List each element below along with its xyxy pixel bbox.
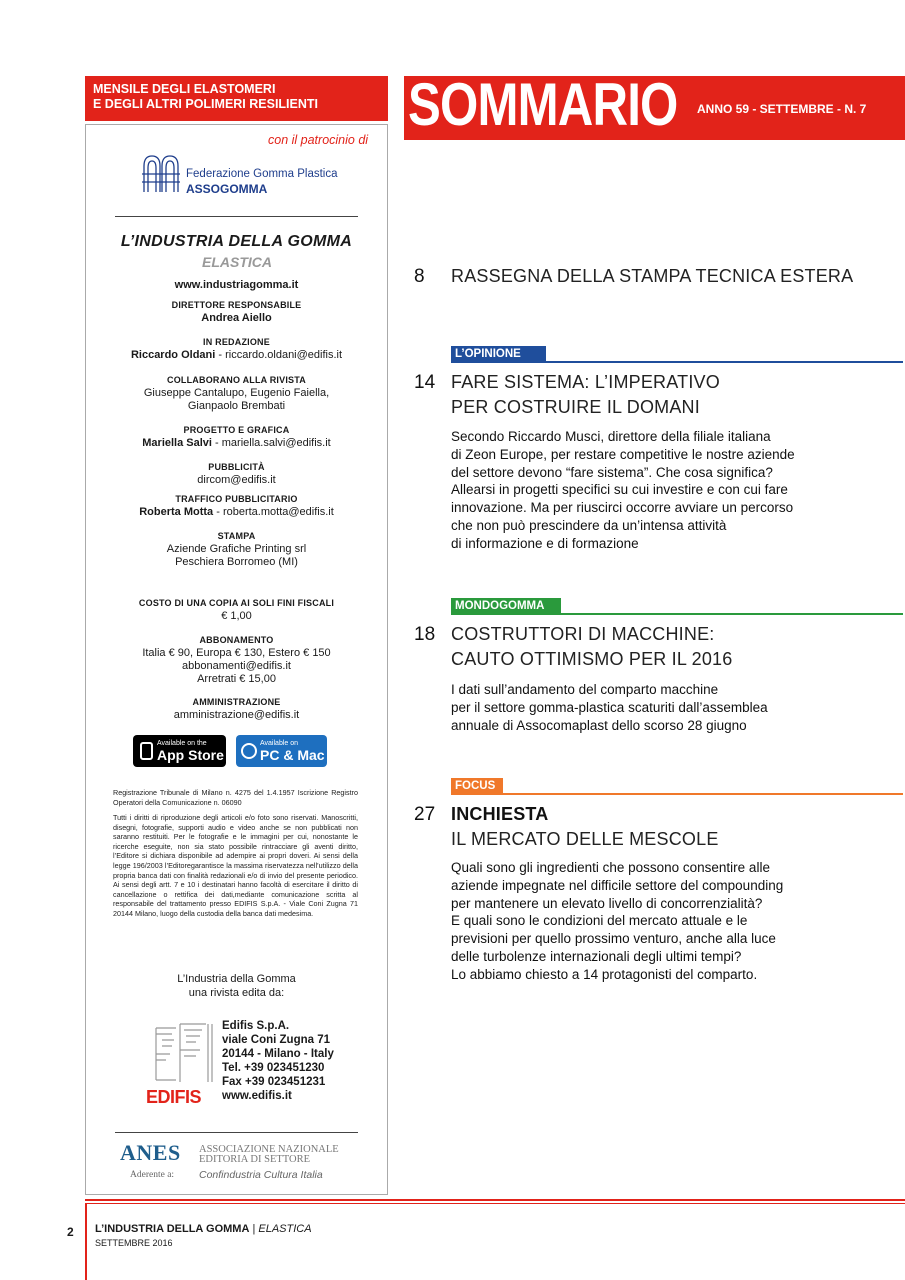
anes-logo: ANES	[120, 1140, 181, 1165]
credit-progetto	[85, 424, 388, 450]
desc-line: per mantenere un elevato livello di concorrenzialità?	[451, 895, 763, 911]
desc-line: che non può prescindere da un’intensa attività	[451, 517, 727, 533]
credit-label: DIRETTORE RESPONSABILE	[171, 300, 302, 310]
credit-label: COLLABORANO ALLA RIVISTA	[167, 375, 306, 385]
divider	[115, 1132, 358, 1133]
credit-name: Roberta Motta	[139, 506, 214, 518]
credit-value[interactable]: dircom@edifis.it	[197, 474, 276, 486]
credit-amministrazione	[85, 696, 388, 722]
desc-line: Allearsi in progetti specifici su cui investire e con cui fare	[451, 482, 788, 498]
badge-small-text: Available on the	[157, 740, 207, 747]
title-line: CAUTO OTTIMISMO PER IL 2016	[451, 649, 733, 669]
address-line: 20144 - Milano - Italy	[222, 1048, 334, 1060]
footer-date: SETTEMBRE 2016	[95, 1238, 173, 1248]
masthead-url[interactable]: www.industriagomma.it	[174, 279, 299, 291]
section-tag-mondogomma: MONDOGOMMA	[451, 598, 561, 614]
credit-traffico	[85, 493, 388, 519]
masthead-title: L’INDUSTRIA DELLA GOMMA	[120, 233, 353, 250]
title-line: RASSEGNA DELLA STAMPA TECNICA ESTERA	[451, 266, 854, 286]
credit-email[interactable]: - riccardo.oldani@edifis.it	[215, 349, 343, 361]
address-line: Edifis S.p.A.	[222, 1020, 290, 1032]
credit-line: Gianpaolo Brembati	[187, 400, 286, 412]
credit-direttore	[85, 299, 388, 325]
publisher-intro-line: una rivista edita da:	[188, 987, 285, 999]
footer-subtitle: ELASTICA	[258, 1223, 312, 1235]
divider	[115, 216, 358, 217]
confindustria-label: Confindustria Cultura Italia	[199, 1169, 323, 1181]
toc-page-number: 8	[414, 266, 425, 287]
credit-label: STAMPA	[217, 531, 256, 541]
publisher-intro	[85, 972, 388, 1000]
credit-redazione	[85, 336, 388, 362]
desc-line: previsioni per quello prossimo venturo, anche alla luce	[451, 931, 776, 947]
issue-label: ANNO 59 - SETTEMBRE - N. 7	[697, 102, 867, 116]
desc-line: delle turbolenze internazionali degli ultimi tempi?	[451, 948, 742, 964]
credit-label: PUBBLICITÀ	[208, 462, 265, 472]
desc-line: aziende impegnate nel difficile settore del compounding	[451, 877, 784, 893]
phone-icon	[140, 742, 153, 760]
credit-name: Mariella Salvi	[142, 437, 212, 449]
page-title: SOMMARIO	[408, 71, 678, 138]
registration-note: Registrazione Tribunale di Milano n. 4275 del 1.4.1957 Iscrizione Registro Operatori della Comunicazione n. 06090	[113, 788, 358, 807]
section-tag-focus: FOCUS	[451, 778, 503, 794]
footer-magazine-name: L’INDUSTRIA DELLA GOMMA	[95, 1223, 250, 1235]
section-line	[451, 361, 903, 363]
credit-line: Aziende Grafiche Printing srl	[166, 543, 307, 555]
badge-small-text: Available on	[260, 740, 299, 747]
footer-vertical-rule	[85, 1203, 87, 1280]
credit-label: TRAFFICO PUBBLICITARIO	[175, 494, 298, 504]
desc-line: di informazione e di formazione	[451, 535, 639, 551]
title-line	[451, 802, 719, 827]
page-number: 2	[67, 1225, 74, 1239]
section-line	[451, 793, 903, 795]
credit-line: Giuseppe Cantalupo, Eugenio Faiella,	[143, 387, 330, 399]
footer-title	[95, 1223, 312, 1235]
credit-line: Italia € 90, Europa € 130, Estero € 150	[142, 647, 331, 659]
toc-entry-description	[451, 428, 795, 553]
toc-page-number: 18	[414, 624, 436, 645]
address-line: Fax +39 023451231	[222, 1076, 326, 1088]
desc-line: Quali sono gli ingredienti che possono consentire alle	[451, 860, 770, 875]
credit-label: PROGETTO E GRAFICA	[183, 425, 290, 435]
toc-page-number: 27	[414, 804, 436, 825]
credit-stampa	[85, 530, 388, 569]
assogomma-emblem-icon	[140, 152, 182, 194]
credit-label: IN REDAZIONE	[203, 337, 270, 347]
computer-icon	[241, 743, 257, 759]
toc-page-number: 14	[414, 372, 436, 393]
credit-email[interactable]: - roberta.motta@edifis.it	[213, 506, 334, 518]
credit-value: € 1,00	[221, 610, 252, 622]
address-line: Tel. +39 023451230	[222, 1062, 325, 1074]
credit-name: Riccardo Oldani	[130, 349, 216, 361]
credit-label: ABBONAMENTO	[199, 635, 274, 645]
toc-entry-title[interactable]	[451, 370, 720, 420]
credit-value: Andrea Aiello	[201, 312, 272, 324]
footer-rule	[85, 1199, 905, 1201]
magazine-tagline-banner	[85, 76, 388, 121]
toc-entry-title[interactable]	[451, 264, 853, 289]
pc-mac-badge[interactable]	[236, 735, 327, 767]
tagline-line-1: MENSILE DEGLI ELASTOMERI	[93, 82, 276, 96]
app-store-badge[interactable]	[133, 735, 226, 767]
toc-entry-description	[451, 681, 768, 734]
address-line: viale Coni Zugna 71	[222, 1034, 330, 1046]
rights-notice: Tutti i diritti di riproduzione degli articoli e/o foto sono riservati. Manoscritti, disegni, fotografie, supporti audio e video anche se non pubblicati non saranno restituiti. Per le fotografie e le immagini per cui, nonostante le ricerche eseguite, non sia stato possibile rintracciare gli aventi diritto, l’Editore si dichiara disponibile ad adempire ai propri doveri. Ai sensi della legge 196/2003 l’Editoregarantisce la massima riservatezza nell’utilizzo della propria banca dati con finalità redazionali e/o di invio del presente periodico. Ai sensi degli artt. 7 e 10 i destinatari hanno facoltà di esercitare il diritto di cancellazione o rettifica dei dati,mediante comunicazione scritta al responsabile del trattamento presso EDIFIS S.p.A. - Viale Coni Zugna 71 20144 Milano, luogo della custodia della banca dati medesima.	[113, 813, 358, 918]
section-line	[451, 613, 903, 615]
credit-label: AMMINISTRAZIONE	[192, 697, 281, 707]
edifis-logo-text: EDIFIS	[146, 1087, 202, 1107]
toc-entry-title[interactable]	[451, 622, 732, 672]
credit-costo	[85, 597, 388, 623]
desc-line: per il settore gomma-plastica scaturiti dall’assemblea	[451, 699, 768, 715]
credit-line: Peschiera Borromeo (MI)	[175, 556, 298, 568]
aderente-label: Aderente a:	[130, 1170, 175, 1180]
title-line: IL MERCATO DELLE MESCOLE	[451, 829, 719, 849]
assogomma-name: ASSOGOMMA	[186, 182, 268, 196]
publisher-intro-line: L’Industria della Gomma	[177, 973, 296, 985]
anes-full-name	[199, 1145, 339, 1165]
credit-abbonamento	[85, 634, 388, 686]
patronage-label: con il patrocinio di	[268, 133, 369, 147]
desc-line: innovazione. Ma per riuscirci occorre avviare un percorso	[451, 500, 794, 516]
masthead-subtitle: ELASTICA	[202, 254, 272, 270]
badge-big-text: App Store	[157, 747, 224, 763]
section-tag-opinione: L’OPINIONE	[451, 346, 546, 362]
desc-line: I dati sull’andamento del comparto macchine	[451, 682, 719, 697]
credit-label: COSTO DI UNA COPIA AI SOLI FINI FISCALI	[138, 598, 335, 608]
desc-line: del settore devono “fare sistema”. Che cosa significa?	[451, 464, 773, 480]
edifis-logo-icon	[146, 1020, 218, 1090]
credit-pubblicita	[85, 461, 388, 487]
footer-separator: |	[249, 1223, 259, 1235]
desc-line: E quali sono le condizioni del mercato attuale e le	[451, 913, 748, 929]
credit-value[interactable]: amministrazione@edifis.it	[173, 709, 300, 721]
toc-entry-title[interactable]	[451, 802, 719, 852]
federation-name: Federazione Gomma Plastica	[186, 168, 338, 180]
toc-entry-description	[451, 859, 783, 984]
credit-line[interactable]: abbonamenti@edifis.it	[181, 660, 291, 672]
title-line: COSTRUTTORI DI MACCHINE:	[451, 624, 715, 644]
anes-line: EDITORIA DI SETTORE	[199, 1154, 311, 1165]
desc-line: Lo abbiamo chiesto a 14 protagonisti del comparto.	[451, 966, 758, 982]
desc-line: annuale di Assocomaplast dello scorso 28 giugno	[451, 717, 747, 733]
credit-email[interactable]: - mariella.salvi@edifis.it	[211, 437, 331, 449]
footer-rule	[85, 1203, 905, 1204]
title-line: PER COSTRUIRE IL DOMANI	[451, 397, 700, 417]
title-line: FARE SISTEMA: L’IMPERATIVO	[451, 372, 720, 392]
publisher-address	[222, 1019, 334, 1103]
desc-line: di Zeon Europe, per restare competitive le nostre aziende	[451, 446, 795, 462]
tagline-line-2: E DEGLI ALTRI POLIMERI RESILIENTI	[93, 97, 319, 111]
desc-line: Secondo Riccardo Musci, direttore della filiale italiana	[451, 429, 771, 444]
credit-collaborano	[85, 374, 388, 413]
address-line[interactable]: www.edifis.it	[222, 1090, 292, 1102]
credit-line: Arretrati € 15,00	[197, 673, 276, 685]
assogomma-logo	[140, 152, 340, 198]
badge-big-text: PC & Mac	[260, 747, 325, 763]
anes-line: ASSOCIAZIONE NAZIONALE	[199, 1144, 339, 1155]
title-bold: INCHIESTA	[451, 804, 549, 824]
